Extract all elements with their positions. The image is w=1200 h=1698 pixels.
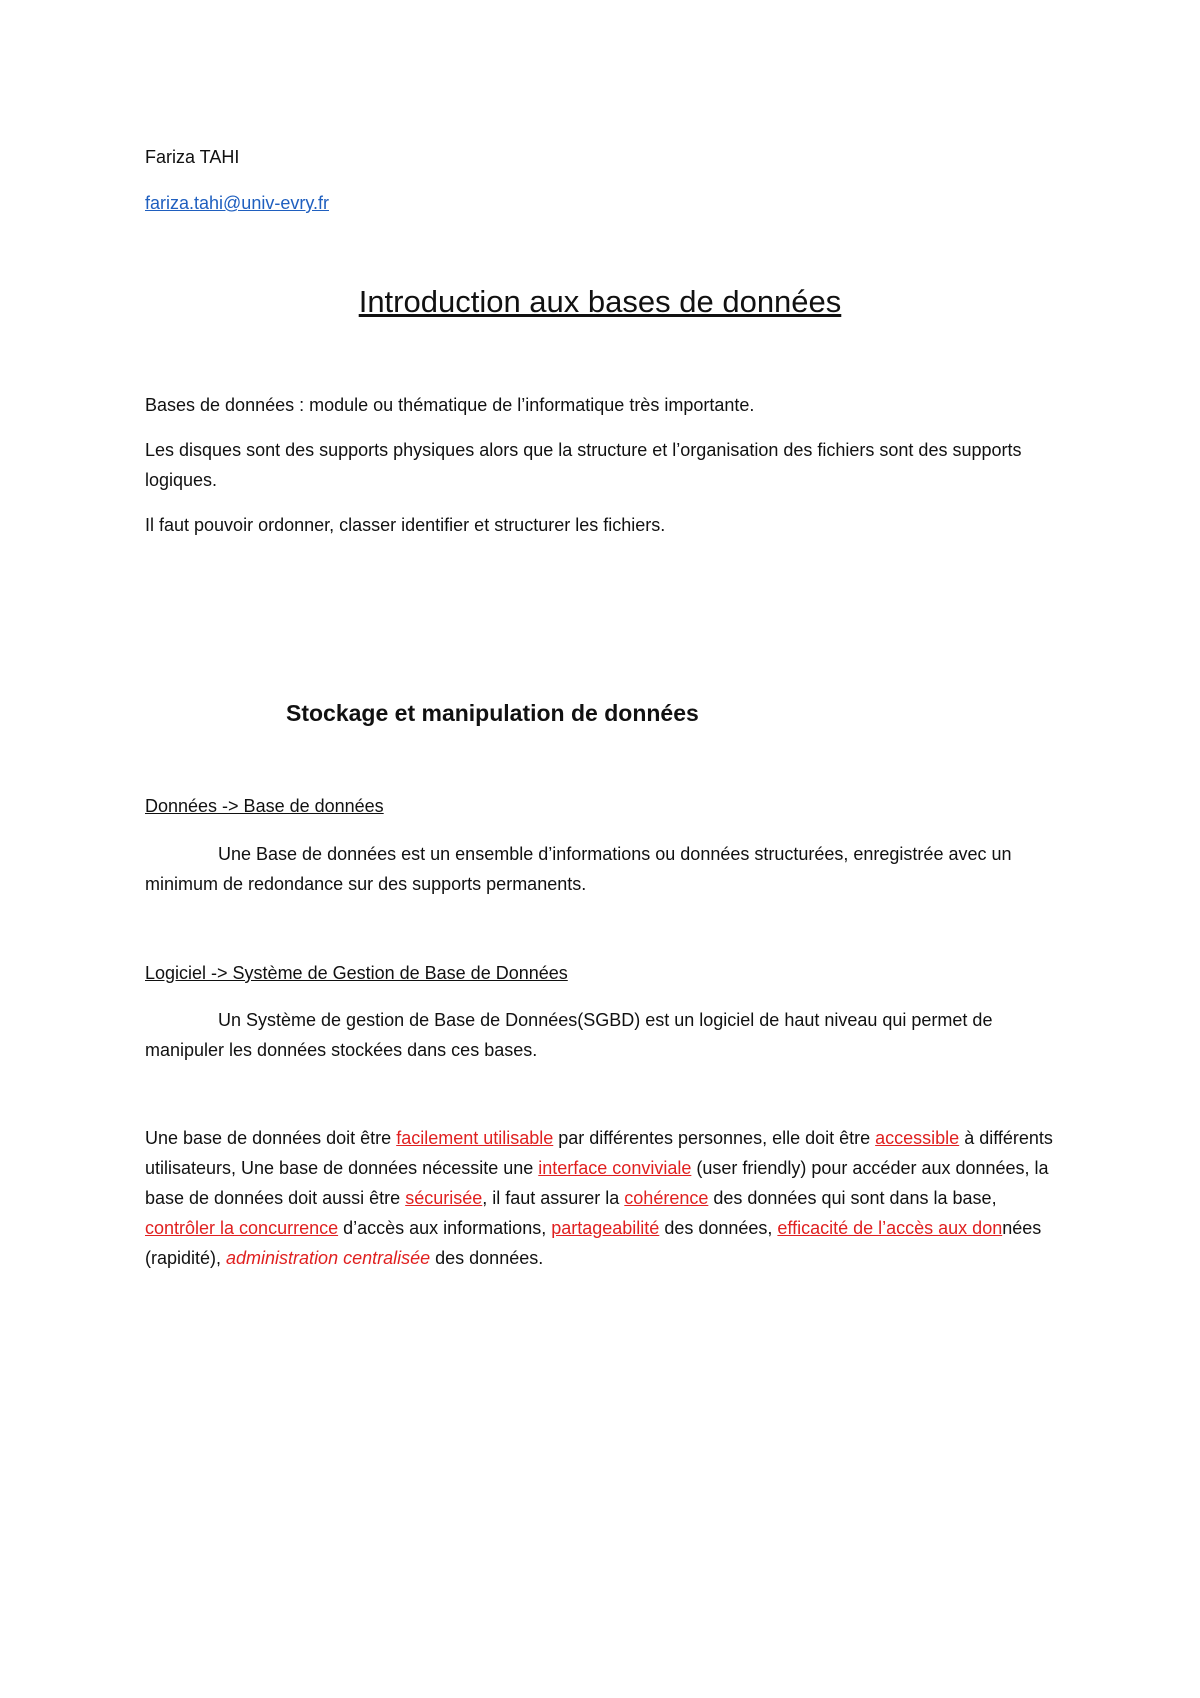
intro-paragraph-1: Bases de données : module ou thématique de l’informatique très importante. <box>145 395 755 415</box>
text-run: nées (rapidité), <box>145 1218 1042 1268</box>
intro-paragraph-2: Les disques sont des supports physiques alors que la structure et l’organisation des fichiers sont des supports logiques. <box>145 440 1022 490</box>
text-run: par différentes personnes, elle doit être <box>553 1128 876 1148</box>
text-run: des données qui sont dans la base, <box>708 1188 997 1208</box>
highlight-efficiency: efficacité de l’accès aux don <box>777 1218 1003 1238</box>
dbms-definition-text: Un Système de gestion de Base de Données(SGBD) est un logiciel de haut niveau qui permet de manipuler les données stockées dans ces bases. <box>145 1010 993 1060</box>
text-run: Une base de données doit être <box>145 1128 397 1148</box>
subheading-dbms: Logiciel -> Système de Gestion de Base de Données <box>145 963 568 983</box>
requirements-paragraph <box>145 1123 1065 1273</box>
highlight-interface: interface conviviale <box>538 1158 692 1178</box>
text-run: des données. <box>430 1248 544 1268</box>
text-run: à différents utilisateurs, Une base de données nécessite une <box>145 1128 1053 1178</box>
database-definition <box>145 839 1065 899</box>
highlight-usable: facilement utilisable <box>396 1128 554 1148</box>
author-name: Fariza TAHI <box>145 147 240 167</box>
highlight-coherence: cohérence <box>624 1188 709 1208</box>
subheading-database: Données -> Base de données <box>145 796 384 816</box>
highlight-administration: administration centralisée <box>226 1248 431 1268</box>
intro-paragraph-3: Il faut pouvoir ordonner, classer identifier et structurer les fichiers. <box>145 515 666 535</box>
text-run: (user friendly) pour accéder aux données, la base de données doit aussi être <box>145 1158 1049 1208</box>
text-run: , il faut assurer la <box>482 1188 625 1208</box>
document-title: Introduction aux bases de données <box>358 284 842 319</box>
database-definition-text: Une Base de données est un ensemble d’informations ou données structurées, enregistrée avec un minimum de redondance sur des supports permanents. <box>145 844 1012 894</box>
text-run: des données, <box>659 1218 778 1238</box>
highlight-accessible: accessible <box>875 1128 960 1148</box>
author-email-link[interactable]: fariza.tahi@univ-evry.fr <box>145 193 329 213</box>
highlight-concurrency: contrôler la concurrence <box>145 1218 339 1238</box>
highlight-secure: sécurisée <box>405 1188 483 1208</box>
highlight-sharing: partageabilité <box>551 1218 660 1238</box>
text-run: d’accès aux informations, <box>338 1218 552 1238</box>
section-heading: Stockage et manipulation de données <box>286 700 699 726</box>
dbms-definition <box>145 1005 1065 1065</box>
